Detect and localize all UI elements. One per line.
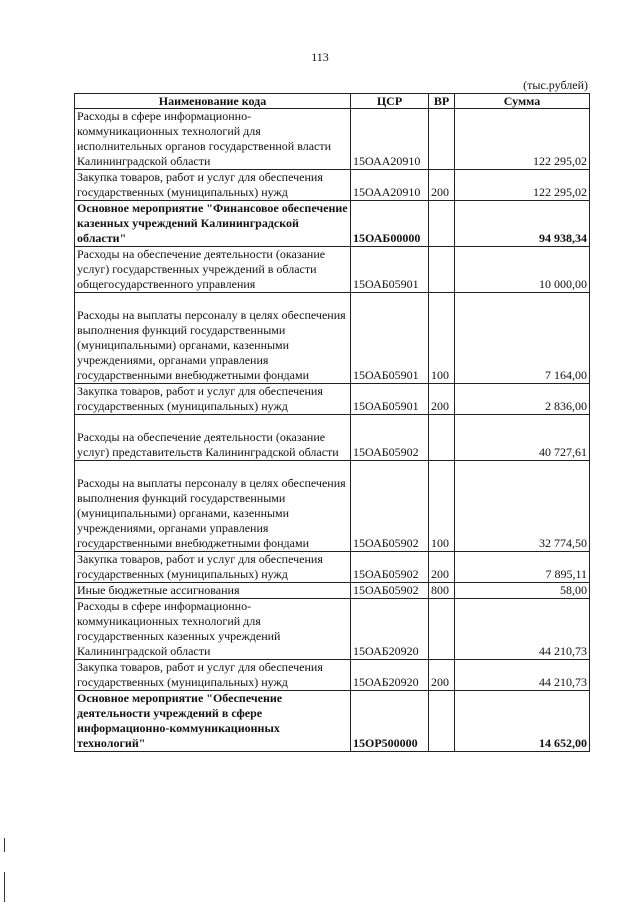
row-sum: 40 727,61: [455, 415, 590, 461]
row-csr: 15ОАБ05901: [351, 293, 429, 384]
row-name: Расходы на обеспечение деятельности (оказание услуг) представительств Калининградской области: [75, 415, 351, 461]
row-vr: [429, 109, 455, 170]
row-vr: 200: [429, 660, 455, 691]
page-number: 113: [311, 50, 329, 64]
row-csr: 15ОАА20910: [351, 109, 429, 170]
row-csr: 15ОАБ05901: [351, 384, 429, 415]
row-vr: 800: [429, 583, 455, 599]
row-name: Расходы на обеспечение деятельности (оказание услуг) государственных учреждений в области общегосударственного управления: [75, 247, 351, 293]
row-name: Расходы в сфере информационно-коммуникационных технологий для исполнительных органов государственной власти Калининградской области: [75, 109, 351, 170]
row-name: Закупка товаров, работ и услуг для обеспечения государственных (муниципальных) нужд: [75, 170, 351, 201]
row-csr: 15ОАБ20920: [351, 660, 429, 691]
row-vr: [429, 201, 455, 247]
header-vr: ВР: [429, 94, 455, 109]
scan-margin-mark: [4, 838, 5, 852]
row-name: Расходы на выплаты персоналу в целях обеспечения выполнения функций государственными (муниципальными) органами, казенными учреждениями, органами управления государственными внебюджетными фондами: [75, 293, 351, 384]
row-sum: 94 938,34: [455, 201, 590, 247]
table-row: [75, 109, 590, 170]
table-row-section: [75, 201, 590, 247]
row-csr: 15ОАА20910: [351, 170, 429, 201]
row-name: Закупка товаров, работ и услуг для обеспечения государственных (муниципальных) нужд: [75, 660, 351, 691]
table-row: [75, 552, 590, 583]
row-sum: 58,00: [455, 583, 590, 599]
row-vr: [429, 599, 455, 660]
row-sum: 7 164,00: [455, 293, 590, 384]
table-row: [75, 293, 590, 384]
table-row: [75, 247, 590, 293]
row-name: Иные бюджетные ассигнования: [75, 583, 351, 599]
row-sum: 122 295,02: [455, 170, 590, 201]
row-vr: [429, 247, 455, 293]
row-vr: [429, 691, 455, 752]
row-sum: 122 295,02: [455, 109, 590, 170]
table-row-section: [75, 691, 590, 752]
table-row: [75, 599, 590, 660]
budget-table: [74, 93, 590, 752]
row-sum: 44 210,73: [455, 599, 590, 660]
row-csr: 15ОАБ05902: [351, 552, 429, 583]
header-sum: Сумма: [455, 94, 590, 109]
row-name: Основное мероприятие "Финансовое обеспечение казенных учреждений Калининградской области": [75, 201, 351, 247]
row-csr: 15ОР500000: [351, 691, 429, 752]
table-row: [75, 415, 590, 461]
row-vr: 100: [429, 461, 455, 552]
row-sum: 2 836,00: [455, 384, 590, 415]
units-label: (тыс.рублей): [523, 78, 588, 92]
row-sum: 32 774,50: [455, 461, 590, 552]
row-csr: 15ОАБ05902: [351, 415, 429, 461]
table-header-row: [75, 94, 590, 109]
row-sum: 7 895,11: [455, 552, 590, 583]
row-name: Закупка товаров, работ и услуг для обеспечения государственных (муниципальных) нужд: [75, 552, 351, 583]
row-csr: 15ОАБ05902: [351, 583, 429, 599]
row-sum: 10 000,00: [455, 247, 590, 293]
row-sum: 14 652,00: [455, 691, 590, 752]
row-name: Расходы в сфере информационно-коммуникационных технологий для государственных казенных учреждений Калининградской области: [75, 599, 351, 660]
table-row: [75, 660, 590, 691]
row-vr: 200: [429, 384, 455, 415]
row-vr: 100: [429, 293, 455, 384]
row-vr: 200: [429, 170, 455, 201]
row-name: Основное мероприятие "Обеспечение деятельности учреждений в сфере информационно-коммуникационных технологий": [75, 691, 351, 752]
row-vr: 200: [429, 552, 455, 583]
header-csr: ЦСР: [351, 94, 429, 109]
table-row: [75, 384, 590, 415]
row-sum: 44 210,73: [455, 660, 590, 691]
header-name: Наименование кода: [75, 94, 351, 109]
row-csr: 15ОАБ05902: [351, 461, 429, 552]
row-vr: [429, 415, 455, 461]
row-name: Расходы на выплаты персоналу в целях обеспечения выполнения функций государственными (муниципальными) органами, казенными учреждениями, органами управления государственными внебюджетными фондами: [75, 461, 351, 552]
row-name: Закупка товаров, работ и услуг для обеспечения государственных (муниципальных) нужд: [75, 384, 351, 415]
table-row: [75, 461, 590, 552]
row-csr: 15ОАБ20920: [351, 599, 429, 660]
row-csr: 15ОАБ00000: [351, 201, 429, 247]
table-body: [75, 109, 590, 752]
table-row: [75, 583, 590, 599]
row-csr: 15ОАБ05901: [351, 247, 429, 293]
table-row: [75, 170, 590, 201]
scan-margin-mark: [4, 872, 5, 902]
